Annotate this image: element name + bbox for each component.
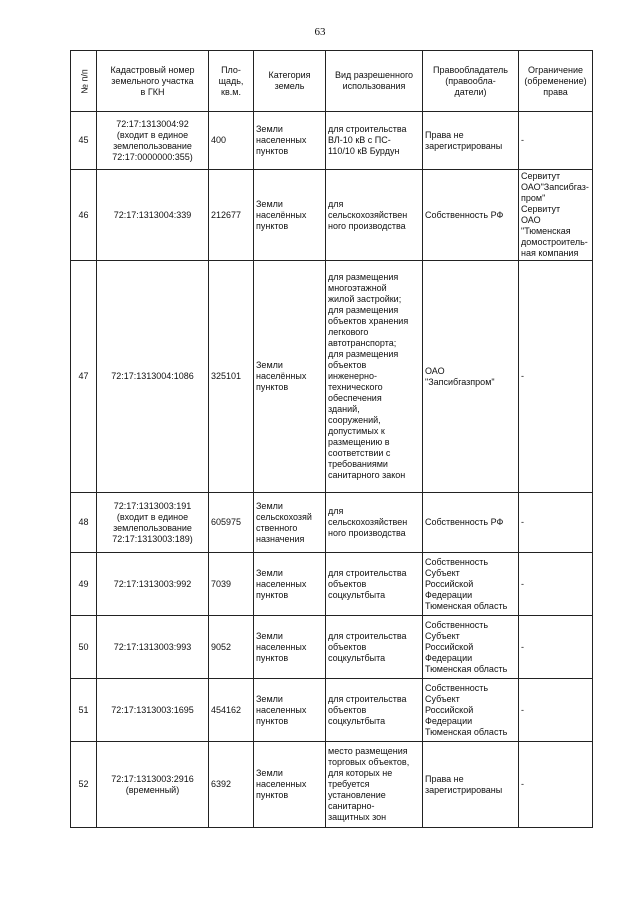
cell-use: для размещения многоэтажной жилой застройки; для размещения объектов хранения легкового автотранспорта; для размещения объектов инженерно- технического обеспечения зданий, сооружений, допустимых к размещению в соответствии с требованиями санитарного закон bbox=[326, 261, 423, 493]
cell-num: 47 bbox=[71, 261, 97, 493]
cell-num: 49 bbox=[71, 553, 97, 616]
cell-num: 51 bbox=[71, 679, 97, 742]
header-use: Вид разрешенного использования bbox=[326, 51, 423, 112]
table-header-row bbox=[71, 51, 593, 112]
cell-area: 325101 bbox=[209, 261, 254, 493]
cell-use: для строительства ВЛ-10 кВ с ПС- 110/10 кВ Бурдун bbox=[326, 112, 423, 170]
cell-owner: Собственность Субъект Российской Федерации Тюменская область bbox=[423, 553, 519, 616]
cell-restriction: - bbox=[519, 112, 593, 170]
cell-restriction: - bbox=[519, 679, 593, 742]
cell-category: Земли населенных пунктов bbox=[254, 553, 326, 616]
cell-num: 45 bbox=[71, 112, 97, 170]
cell-num: 52 bbox=[71, 742, 97, 828]
cell-cadastral: 72:17:1313004:339 bbox=[97, 170, 209, 261]
cell-owner: Собственность РФ bbox=[423, 170, 519, 261]
cell-area: 7039 bbox=[209, 553, 254, 616]
table-row bbox=[71, 553, 593, 616]
cell-restriction: - bbox=[519, 493, 593, 553]
cell-owner: Права не зарегистрированы bbox=[423, 742, 519, 828]
cell-use: для строительства объектов соцкультбыта bbox=[326, 553, 423, 616]
cell-use: для сельскохозяйствен ного производства bbox=[326, 493, 423, 553]
cell-cadastral: 72:17:1313003:2916 (временный) bbox=[97, 742, 209, 828]
table-row bbox=[71, 493, 593, 553]
cell-restriction: - bbox=[519, 616, 593, 679]
table-row bbox=[71, 112, 593, 170]
header-num: № п/п bbox=[71, 51, 97, 112]
page-number: 63 bbox=[314, 26, 326, 38]
cell-area: 6392 bbox=[209, 742, 254, 828]
cell-category: Земли населённых пунктов bbox=[254, 261, 326, 493]
cell-restriction: Сервитут ОАО"Запсибгаз- пром" Сервитут ОАО "Тюменская домостроитель- ная компания bbox=[519, 170, 593, 261]
cell-category: Земли населенных пунктов bbox=[254, 742, 326, 828]
table-row bbox=[71, 742, 593, 828]
cell-category: Земли сельскохозяй ственного назначения bbox=[254, 493, 326, 553]
cell-cadastral: 72:17:1313003:993 bbox=[97, 616, 209, 679]
header-cadastral: Кадастровый номер земельного участка в ГКН bbox=[97, 51, 209, 112]
table-row bbox=[71, 261, 593, 493]
cell-owner: Собственность Субъект Российской Федерации Тюменская область bbox=[423, 679, 519, 742]
cell-use: место размещения торговых объектов, для которых не требуется установление санитарно- защитных зон bbox=[326, 742, 423, 828]
land-plots-table bbox=[70, 50, 593, 828]
cell-owner: Права не зарегистрированы bbox=[423, 112, 519, 170]
cell-cadastral: 72:17:1313004:1086 bbox=[97, 261, 209, 493]
cell-category: Земли населенных пунктов bbox=[254, 679, 326, 742]
cell-use: для строительства объектов соцкультбыта bbox=[326, 679, 423, 742]
header-area: Пло- щадь, кв.м. bbox=[209, 51, 254, 112]
cell-category: Земли населенных пунктов bbox=[254, 112, 326, 170]
table-row bbox=[71, 616, 593, 679]
cell-num: 50 bbox=[71, 616, 97, 679]
cell-category: Земли населённых пунктов bbox=[254, 170, 326, 261]
cell-area: 454162 bbox=[209, 679, 254, 742]
cell-cadastral: 72:17:1313003:992 bbox=[97, 553, 209, 616]
table-row bbox=[71, 679, 593, 742]
cell-num: 48 bbox=[71, 493, 97, 553]
cell-owner: ОАО "Запсибгазпром" bbox=[423, 261, 519, 493]
cell-restriction: - bbox=[519, 742, 593, 828]
cell-cadastral: 72:17:1313003:191 (входит в единое землепользование 72:17:1313003:189) bbox=[97, 493, 209, 553]
cell-num: 46 bbox=[71, 170, 97, 261]
cell-area: 212677 bbox=[209, 170, 254, 261]
cell-restriction: - bbox=[519, 553, 593, 616]
table-row bbox=[71, 170, 593, 261]
cell-restriction: - bbox=[519, 261, 593, 493]
header-restriction: Ограничение (обременение) права bbox=[519, 51, 593, 112]
cell-area: 400 bbox=[209, 112, 254, 170]
cell-cadastral: 72:17:1313003:1695 bbox=[97, 679, 209, 742]
cell-area: 9052 bbox=[209, 616, 254, 679]
cell-use: для сельскохозяйствен ного производства bbox=[326, 170, 423, 261]
cell-owner: Собственность РФ bbox=[423, 493, 519, 553]
cell-owner: Собственность Субъект Российской Федерации Тюменская область bbox=[423, 616, 519, 679]
cell-use: для строительства объектов соцкультбыта bbox=[326, 616, 423, 679]
cell-area: 605975 bbox=[209, 493, 254, 553]
cell-cadastral: 72:17:1313004:92 (входит в единое землепользование 72:17:0000000:355) bbox=[97, 112, 209, 170]
cell-category: Земли населенных пунктов bbox=[254, 616, 326, 679]
header-owner: Правообладатель (правооблa- датели) bbox=[423, 51, 519, 112]
header-category: Категория земель bbox=[254, 51, 326, 112]
